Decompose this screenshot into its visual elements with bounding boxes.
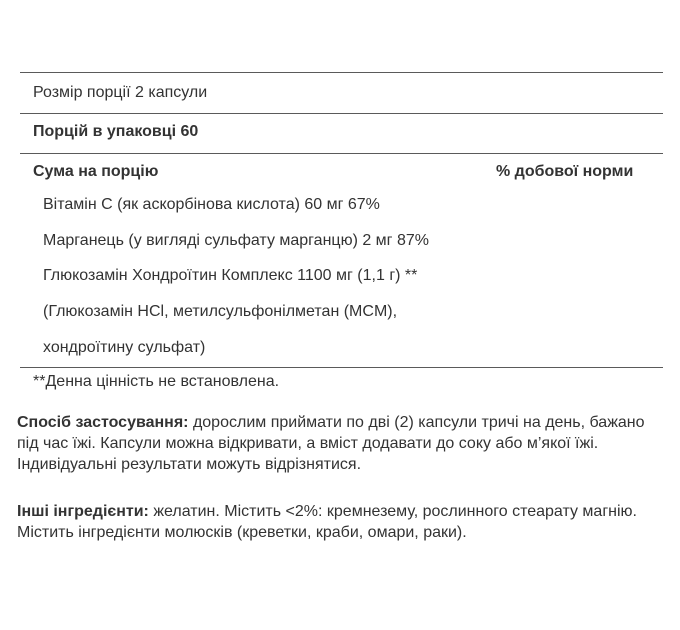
supplement-facts-table [20,72,663,368]
amount-per-serving-header: Сума на порцію [33,163,159,180]
usage-section [17,412,667,475]
other-ingredients-label: Інші інгредієнти: [17,503,149,520]
other-ingredients-section [17,501,667,543]
ingredient-row: Глюкозамін Хондроїтин Комплекс 1100 мг (1,1 г) ** [43,267,418,284]
ingredient-row: Марганець (у вигляді сульфату марганцю) 2 мг 87% [43,232,429,249]
usage-label: Спосіб застосування: [17,414,189,431]
other-ingredients-text: желатин. Містить <2%: кремнезему, рослинного стеарату магнію. Містить інгредієнти молюсків (креветки, краби, омари, раки). [17,503,637,541]
ingredient-row: хондроїтину сульфат) [43,339,206,356]
footnote: **Денна цінність не встановлена. [33,373,280,390]
servings-per-container: Порцій в упаковці 60 [33,123,199,140]
divider [20,113,663,114]
ingredient-row: (Глюкозамін HCl, метилсульфонілметан (MCM), [43,303,398,320]
ingredient-row: Вітамін C (як аскорбінова кислота) 60 мг 67% [43,196,380,213]
usage-text: дорослим приймати по дві (2) капсули тричі на день, бажано під час їжі. Капсули можна відкривати, а вміст додавати до соку або м’якої їжі. Індивідуальні результати можуть відрізнятися. [17,414,645,473]
daily-value-header: % добової норми [496,163,634,180]
serving-size: Розмір порції 2 капсули [33,84,208,101]
divider [20,153,663,154]
